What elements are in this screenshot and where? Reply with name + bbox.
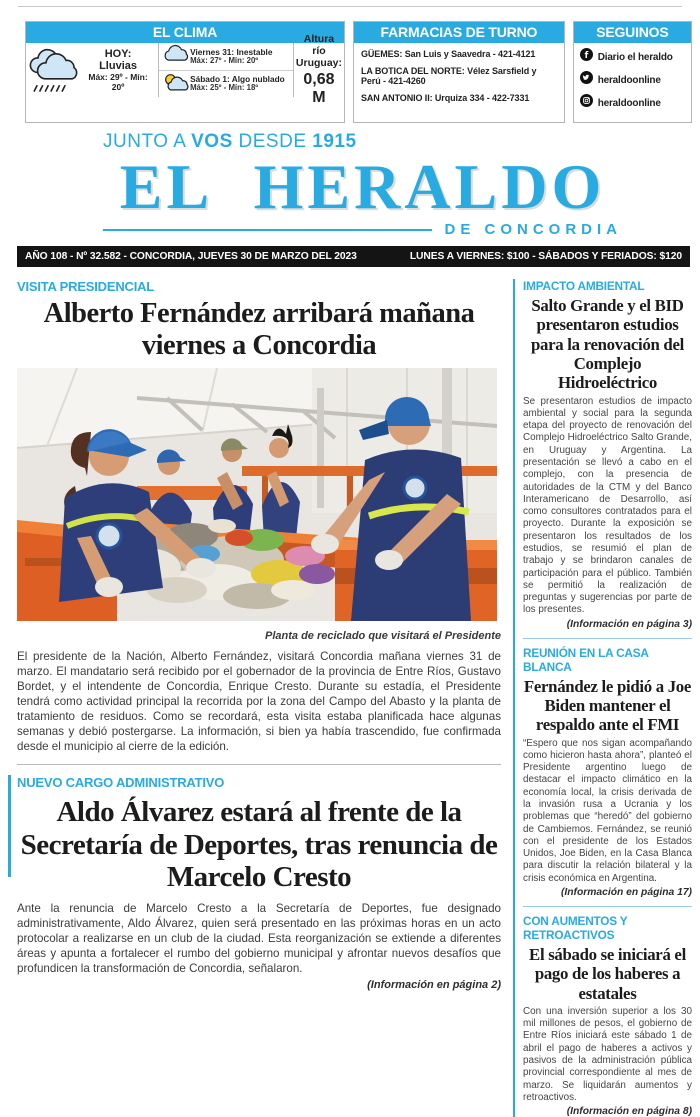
river-level-value: 0,68 M: [303, 70, 335, 107]
pharmacies-box-title: FARMACIAS DE TURNO: [354, 22, 564, 43]
right-article-3-body: Con una inversión superior a los 30 mil millones de pesos, el gobierno de Entre Ríos iniciará este sábado 1 de abril el pago de haberes a activos y pasivos de la administración pública provincial correspondiente al mes de marzo. Se liquidarán aumentos y retroactivos.: [523, 1005, 692, 1103]
photo-caption: Planta de reciclado que visitará el Presidente: [265, 629, 501, 642]
right-column: [515, 279, 692, 1117]
tagline-text: JUNTO A: [103, 131, 192, 152]
main-article-kicker: VISITA PRESIDENCIAL: [17, 279, 155, 294]
pharmacies-list: [354, 43, 564, 114]
right-article-3-headline: El sábado se iniciará el pago de los haberes a estatales: [529, 944, 686, 1003]
cloud-icon: [162, 43, 190, 70]
weather-friday-row: [159, 43, 293, 70]
section-accent-bar: [8, 775, 11, 877]
right-article-1-kicker: IMPACTO AMBIENTAL: [523, 279, 645, 293]
pharmacy-item: GÜEMES: San Luis y Saavedra - 421-4121: [361, 49, 536, 59]
right-article-3-page-ref: (Información en página 8): [566, 1106, 692, 1117]
social-handle: Diario el heraldo: [597, 51, 673, 63]
social-handle: heraldoonline: [597, 97, 661, 109]
masthead: [103, 131, 622, 238]
main-article-headline: Alberto Fernández arribará mañana viernes a Concordia: [43, 298, 475, 361]
edition-info: AÑO 108 - Nº 32.582 - CONCORDIA, JUEVES 30 DE MARZO DEL 2023: [25, 251, 357, 262]
masthead-tagline: [103, 131, 622, 153]
weather-today: [82, 48, 158, 93]
newspaper-title: EL HERALDO: [119, 151, 606, 222]
weather-saturday-row: [159, 70, 293, 97]
secondary-article-page-ref: (Información en página 2): [367, 978, 501, 991]
page-top-edge: [18, 6, 682, 7]
river-level-label: Altura río Uruguay:: [295, 32, 342, 69]
secondary-article-kicker: NUEVO CARGO ADMINISTRATIVO: [17, 775, 225, 791]
weather-box-title: EL CLIMA: [26, 22, 344, 43]
svg-text:f: f: [584, 49, 589, 60]
section-divider: [17, 764, 501, 765]
main-column: [17, 279, 513, 1117]
right-article-1-page-ref: (Información en página 3): [566, 618, 692, 630]
secondary-article-headline: Aldo Álvarez estará al frente de la Secretaría de Deportes, tras renuncia de Marcelo Cresto: [20, 796, 498, 894]
right-column-divider: [523, 906, 692, 907]
right-column-divider: [523, 638, 692, 639]
tagline-vos: VOS: [191, 131, 233, 152]
dateline-bar: [17, 246, 690, 267]
pharmacy-item: LA BOTICA DEL NORTE: Vélez Sarsfield y Perú - 421-4260: [361, 66, 537, 86]
secondary-article: [17, 773, 501, 991]
right-article-3: [523, 914, 692, 1117]
weather-today-temps: Máx: 29º - Mín: 20º: [88, 71, 148, 92]
masthead-rule: [103, 229, 432, 231]
weather-friday-condition: Viernes 31: Inestable: [190, 46, 273, 57]
rain-clouds-icon: [26, 45, 82, 95]
facebook-icon: [580, 48, 593, 66]
right-article-1-headline: Salto Grande y el BID presentaron estudios para la renovación del Complejo Hidroeléctrico: [531, 296, 684, 393]
social-box-title: SEGUINOS: [574, 22, 691, 43]
pharmacies-box: [353, 21, 565, 123]
newspaper-subtitle: DE CONCORDIA: [444, 221, 622, 238]
newspaper-front-page: [0, 6, 700, 1117]
social-item-instagram: [580, 94, 685, 112]
weather-saturday-condition: Sábado 1: Algo nublado: [190, 74, 285, 85]
sun-cloud-icon: [162, 71, 190, 98]
right-article-1: [523, 279, 692, 630]
right-article-2-page-ref: (Información en página 17): [560, 886, 692, 898]
right-article-2-body: “Espero que nos sigan acompañando como hicieron hasta ahora”, planteó el Presidente argentino luego de destacar el impacto climático en la economía local, la crisis derivada de la invasión rusa a Ucrania y los problemas que “heredó” del gobierno de Cambiemos. Fernández, se reunió con el presidente de los Estados Unidos, Joe Biden, en la Casa Blanca para discutir la relación bilateral y la crisis económica en Argentina.: [523, 737, 692, 884]
weather-forecasts: [158, 43, 294, 97]
social-handle: heraldoonline: [597, 74, 661, 86]
masthead-subtitle-row: [103, 221, 622, 238]
price-info: LUNES A VIERNES: $100 - SÁBADOS Y FERIADOS: $120: [409, 251, 682, 262]
weather-saturday-temps: Máx: 25º - Mín: 18º: [190, 83, 259, 93]
instagram-icon: [580, 94, 593, 112]
social-box: [573, 21, 692, 123]
weather-today-label: HOY:: [104, 47, 132, 60]
right-article-2-kicker: REUNIÓN EN LA CASA BLANCA: [523, 645, 649, 674]
social-item-twitter: [580, 71, 685, 89]
tagline-year: 1915: [312, 131, 357, 152]
right-article-2-headline: Fernández le pidió a Joe Biden mantener el respaldo ante el FMI: [523, 676, 692, 735]
top-info-row: [25, 21, 692, 123]
recycling-plant-photo: [17, 368, 497, 621]
social-list: [574, 43, 691, 122]
social-item-facebook: [580, 48, 685, 66]
secondary-article-body: Ante la renuncia de Marcelo Cresto a la Secretaría de Deportes, fue designado administrativamente, Aldo Álvarez, quien será presentado en las próximas horas en un acto protocolar a realizarse en un club de la ciudad. Esta reorganización se extiende a diferentes áreas y apunta a fortalecer el rumbo del gobierno municipal y afrontar nuevos desafíos que profundicen la transformación de Concordia, señalaron.: [17, 901, 501, 975]
river-level: [294, 33, 344, 108]
right-article-3-kicker: CON AUMENTOS Y RETROACTIVOS: [523, 913, 628, 942]
weather-box: [25, 21, 345, 123]
right-article-1-body: Se presentaron estudios de impacto ambiental y social para la segunda etapa del proyecto de renovación del Complejo Hidroeléctrico Salto Grande, en Uruguay y Argentina. La presentación se llevó a cabo en el complejo, con la presencia de autoridades de la CTM y del Banco Interamericano de Desarrollo, así como consultores contratados para el proyecto. Durante la exposición se presentaron los resultados de los estudios, se resumió el plan de trabajo y se brindaron canales de participación para el público. También se permitió la realización de preguntas y sugerencias por parte de los presentes.: [523, 395, 692, 616]
tagline-text: DESDE: [232, 131, 313, 152]
content-columns: [17, 279, 692, 1117]
pharmacy-item: SAN ANTONIO II: Urquiza 334 - 422-7331: [361, 93, 530, 103]
main-article-body: El presidente de la Nación, Alberto Fernández, visitará Concordia mañana viernes 31 de marzo. El mandatario será recibido por el gobernador de la provincia de Entre Ríos, Gustavo Bordet, y el intendente de Concordia, Enrique Cresto. Durante su estadía, el Presidente tendrá como actividad principal la recorrida por la zona del Campo del Abasto y la planta de tratamiento de residuos. Como se recordará, esta visita estaba planificada hace algunas semanas y debió postergarse. La información, si bien ya había trascendido, fue confirmada desde el municipio al cierre de la edición.: [17, 649, 501, 754]
twitter-icon: [580, 71, 593, 89]
weather-today-condition: Lluvias: [99, 60, 137, 73]
weather-friday-temps: Máx: 27º - Mín: 20º: [190, 55, 259, 65]
right-article-2: [523, 646, 692, 898]
main-article-photo: [17, 368, 501, 626]
